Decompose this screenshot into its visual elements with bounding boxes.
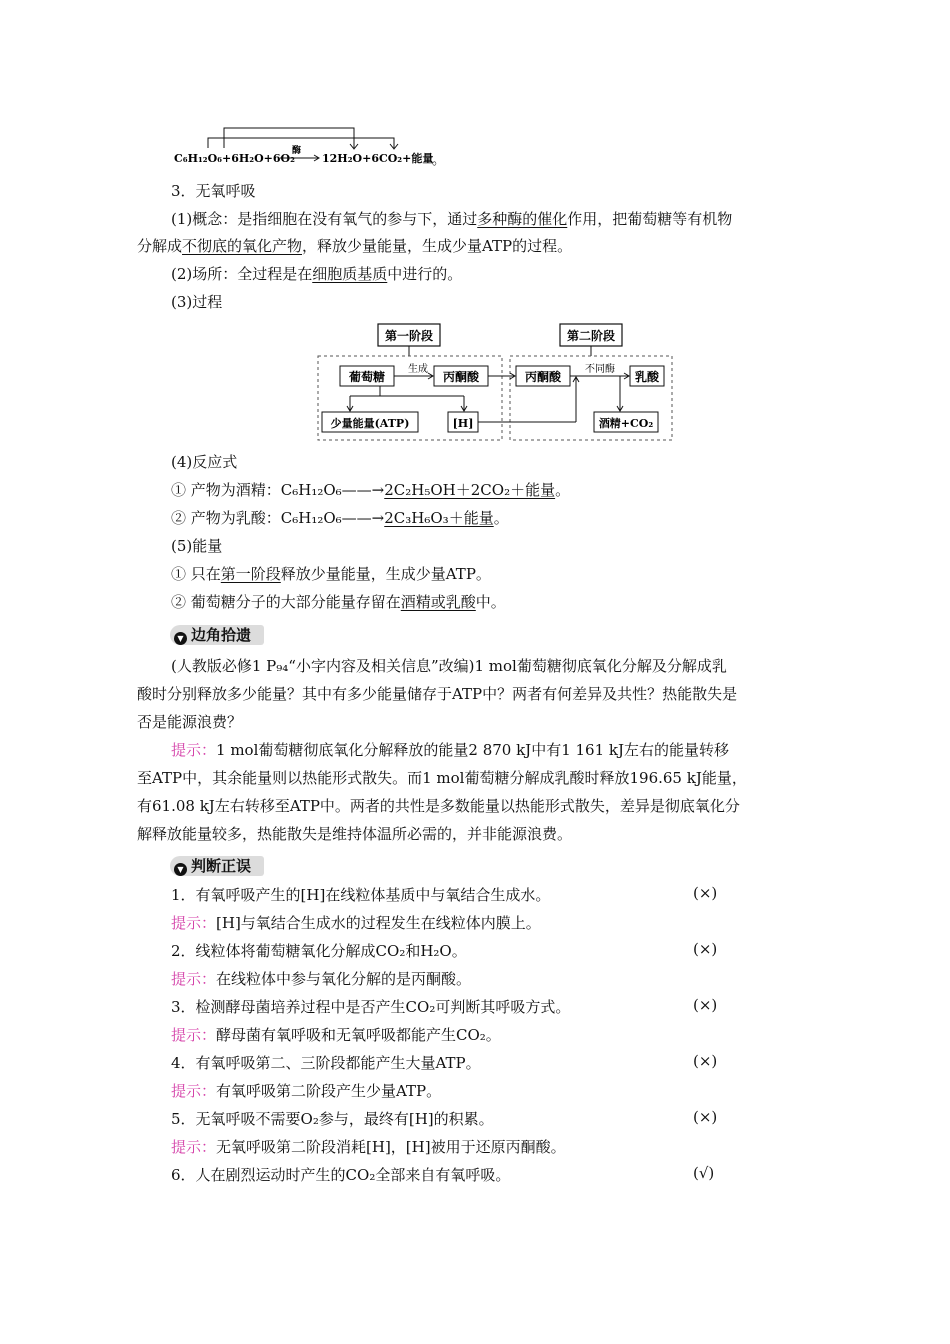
aerobic-equation <box>170 122 450 170</box>
place-line: (2)场所：全过程是在细胞质基质中进行的。 <box>171 265 463 283</box>
judge-hint-4: 提示：有氧呼吸第二阶段产生少量ATP。 <box>171 1082 442 1100</box>
equation-right: 12H₂O+6CO₂+能量 <box>322 152 434 165</box>
equation-end: 。 <box>432 153 446 168</box>
judge-mark-1: (×) <box>693 884 718 902</box>
stage2-label: 第二阶段 <box>566 329 616 343</box>
judge-mark-3: (×) <box>693 996 718 1014</box>
reaction-title: (4)反应式 <box>171 453 238 471</box>
section-badge-corner: ▼ 边角拾遗 <box>170 625 264 645</box>
judge-hint-3: 提示：酵母菌有氧呼吸和无氧呼吸都能产生CO₂。 <box>171 1026 501 1044</box>
section-badge-judge: ▼ 判断正误 <box>170 856 264 876</box>
answer-line-2: 至ATP中，其余能量则以热能形式散失。而1 mol葡萄糖分解成乳酸时释放196.65 kJ能量， <box>137 769 747 787</box>
lactic-label: 乳酸 <box>634 370 660 384</box>
hint-label: 提示： <box>171 1026 217 1044</box>
hint-label: 提示： <box>171 1082 217 1100</box>
answer-blank: 2C₃H₆O₃＋能量 <box>384 509 494 527</box>
anaerobic-process-diagram <box>312 320 682 446</box>
question-line-2: 酸时分别释放多少能量？其中有多少能量储存于ATP中？两者有何差异及共性？热能散失是 <box>137 685 738 703</box>
concept-line-2: 分解成不彻底的氧化产物，释放少量能量，生成少量ATP的过程。 <box>137 237 573 255</box>
answer-blank: 不彻底的氧化产物 <box>182 237 303 255</box>
judge-item-1: 1．有氧呼吸产生的[H]在线粒体基质中与氧结合生成水。 <box>171 886 551 904</box>
section-3-title: 3．无氧呼吸 <box>171 182 256 200</box>
answer-blank: 酒精或乳酸 <box>400 593 476 611</box>
answer-blank: 细胞质基质 <box>312 265 388 283</box>
enzyme-label: 酶 <box>292 146 302 156</box>
chevron-down-icon: ▼ <box>174 632 187 645</box>
stage1-label: 第一阶段 <box>384 329 434 343</box>
answer-line-1: 提示：1 mol葡萄糖彻底氧化分解释放的能量2 870 kJ中有1 161 kJ左右的能量转移 <box>171 741 730 759</box>
reaction-alcohol: ① 产物为酒精：C₆H₁₂O₆——→2C₂H₅OH＋2CO₂＋能量。 <box>171 481 571 499</box>
hint-label: 提示： <box>171 741 217 759</box>
equation-left: C₆H₁₂O₆+6H₂O+6O₂ <box>174 152 295 165</box>
judge-item-4: 4．有氧呼吸第二、三阶段都能产生大量ATP。 <box>171 1054 481 1072</box>
glucose-label: 葡萄糖 <box>348 370 386 384</box>
alcohol-label: 酒精+CO₂ <box>598 417 654 430</box>
judge-mark-6: (√) <box>693 1164 715 1182</box>
hint-label: 提示： <box>171 1138 217 1156</box>
answer-line-4: 解释放能量较多，热能散失是维持体温所必需的，并非能源浪费。 <box>137 825 573 843</box>
concept-line-1: (1)概念：是指细胞在没有氧气的参与下，通过多种酶的催化作用，把葡萄糖等有机物 <box>171 210 733 228</box>
answer-blank: 第一阶段 <box>220 565 281 583</box>
pyruvate-label-1: 丙酮酸 <box>442 370 480 384</box>
energy-title: (5)能量 <box>171 537 223 555</box>
judge-item-2: 2．线粒体将葡萄糖氧化分解成CO₂和H₂O。 <box>171 942 467 960</box>
judge-hint-5: 提示：无氧呼吸第二阶段消耗[H]，[H]被用于还原丙酮酸。 <box>171 1138 566 1156</box>
answer-blank: 多种酶的催化 <box>477 210 568 228</box>
chevron-down-icon: ▼ <box>174 863 187 876</box>
h-label: [H] <box>452 417 474 430</box>
energy-line-2: ② 葡萄糖分子的大部分能量存留在酒精或乳酸中。 <box>171 593 506 611</box>
atp-label: 少量能量(ATP) <box>330 417 410 430</box>
reaction-lactic: ② 产物为乳酸：C₆H₁₂O₆——→2C₃H₆O₃＋能量。 <box>171 509 509 527</box>
judge-hint-1: 提示：[H]与氧结合生成水的过程发生在线粒体内膜上。 <box>171 914 541 932</box>
judge-hint-2: 提示：在线粒体中参与氧化分解的是丙酮酸。 <box>171 970 472 988</box>
judge-item-5: 5．无氧呼吸不需要O₂参与，最终有[H]的积累。 <box>171 1110 494 1128</box>
produce-label: 生成 <box>408 364 428 375</box>
answer-line-3: 有61.08 kJ左右转移至ATP中。两者的共性是多数能量以热能形式散失，差异是彻底氧化分 <box>137 797 740 815</box>
energy-line-1: ① 只在第一阶段释放少量能量，生成少量ATP。 <box>171 565 491 583</box>
diff-enzyme-label: 不同酶 <box>585 364 615 375</box>
judge-item-6: 6．人在剧烈运动时产生的CO₂全部来自有氧呼吸。 <box>171 1166 511 1184</box>
hint-label: 提示： <box>171 914 217 932</box>
judge-item-3: 3．检测酵母菌培养过程中是否产生CO₂可判断其呼吸方式。 <box>171 998 571 1016</box>
hint-label: 提示： <box>171 970 217 988</box>
judge-mark-4: (×) <box>693 1052 718 1070</box>
pyruvate-label-2: 丙酮酸 <box>524 370 562 384</box>
process-title: (3)过程 <box>171 293 223 311</box>
answer-blank: 2C₂H₅OH＋2CO₂＋能量 <box>384 481 556 499</box>
judge-mark-5: (×) <box>693 1108 718 1126</box>
question-line-1: (人教版必修1 P₉₄“小字内容及相关信息”改编)1 mol葡萄糖彻底氧化分解及分解成乳 <box>171 657 727 675</box>
question-line-3: 否是能源浪费？ <box>137 713 243 731</box>
judge-mark-2: (×) <box>693 940 718 958</box>
